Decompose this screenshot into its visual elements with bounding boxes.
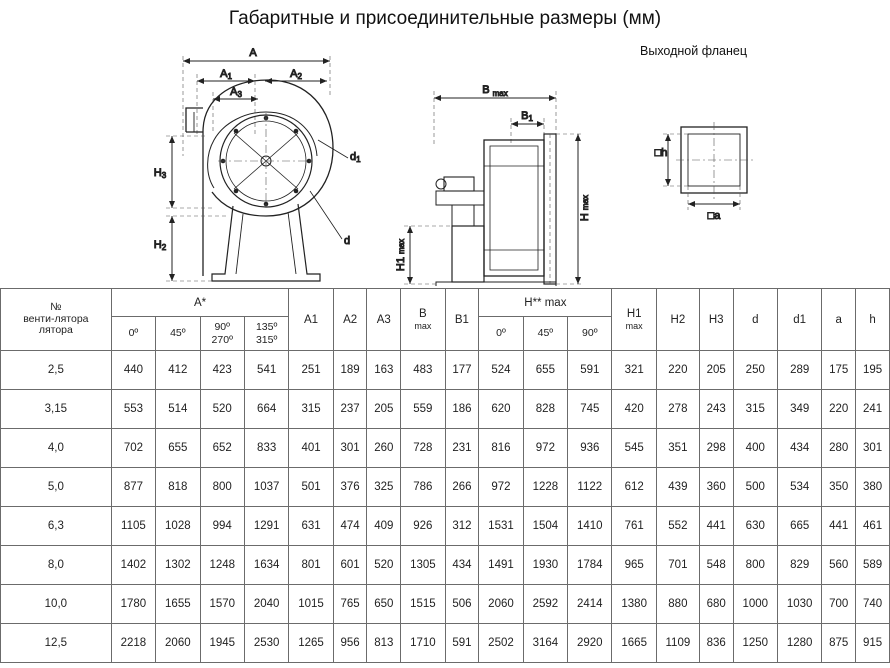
cell-fan-number: 12,5 xyxy=(1,624,112,663)
cell-a2: 474 xyxy=(333,507,367,546)
cell-h3: 360 xyxy=(699,468,733,507)
cell-a0: 440 xyxy=(111,351,155,390)
cell-h45: 1504 xyxy=(523,507,567,546)
cell-h3: 548 xyxy=(699,546,733,585)
svg-text:A1: A1 xyxy=(220,68,232,81)
cell-a135: 541 xyxy=(244,351,288,390)
cell-a3: 520 xyxy=(367,546,401,585)
header-h-90: 90º xyxy=(568,317,612,351)
cell-h: 740 xyxy=(856,585,890,624)
cell-a2: 189 xyxy=(333,351,367,390)
cell-b1: 312 xyxy=(445,507,479,546)
flange-caption: Выходной фланец xyxy=(640,44,747,58)
cell-bmax: 1515 xyxy=(401,585,445,624)
cell-h90: 591 xyxy=(568,351,612,390)
cell-a45: 2060 xyxy=(156,624,200,663)
cell-a45: 514 xyxy=(156,390,200,429)
header-b1: B1 xyxy=(445,289,479,351)
header-a1: A1 xyxy=(289,289,333,351)
cell-a1: 1015 xyxy=(289,585,333,624)
cell-h90: 1410 xyxy=(568,507,612,546)
cell-fan-number: 2,5 xyxy=(1,351,112,390)
header-fan-number: № венти-лятора лятора xyxy=(1,289,112,351)
header-h: h xyxy=(856,289,890,351)
cell-a135: 833 xyxy=(244,429,288,468)
cell-h3: 836 xyxy=(699,624,733,663)
cell-a3: 409 xyxy=(367,507,401,546)
cell-h1max: 965 xyxy=(612,546,656,585)
cell-a1: 501 xyxy=(289,468,333,507)
cell-a2: 601 xyxy=(333,546,367,585)
header-a-90-270: 90º 270º xyxy=(200,317,244,351)
cell-h90: 2414 xyxy=(568,585,612,624)
header-h-0: 0º xyxy=(479,317,523,351)
header-a-45: 45º xyxy=(156,317,200,351)
cell-a1: 251 xyxy=(289,351,333,390)
header-h-45: 45º xyxy=(523,317,567,351)
cell-fan-number: 6,3 xyxy=(1,507,112,546)
header-b-max: B max xyxy=(401,289,445,351)
cell-fan-number: 5,0 xyxy=(1,468,112,507)
cell-a90: 1248 xyxy=(200,546,244,585)
cell-bmax: 1305 xyxy=(401,546,445,585)
svg-text:B1: B1 xyxy=(521,110,533,123)
cell-d1: 1280 xyxy=(777,624,821,663)
cell-a1: 801 xyxy=(289,546,333,585)
table-row xyxy=(1,546,890,585)
cell-a: 350 xyxy=(822,468,856,507)
cell-h2: 1109 xyxy=(656,624,699,663)
cell-h: 241 xyxy=(856,390,890,429)
table-row xyxy=(1,624,890,663)
cell-h2: 552 xyxy=(656,507,699,546)
cell-a: 700 xyxy=(822,585,856,624)
cell-a2: 956 xyxy=(333,624,367,663)
svg-text:B max: B $_{max}$ xyxy=(482,84,508,98)
cell-h0: 524 xyxy=(479,351,523,390)
svg-text:d: d xyxy=(344,235,351,247)
cell-a3: 163 xyxy=(367,351,401,390)
cell-h2: 439 xyxy=(656,468,699,507)
cell-fan-number: 4,0 xyxy=(1,429,112,468)
cell-d1: 1030 xyxy=(777,585,821,624)
cell-h2: 220 xyxy=(656,351,699,390)
svg-text:A2: A2 xyxy=(290,68,302,81)
cell-fan-number: 3,15 xyxy=(1,390,112,429)
technical-drawing xyxy=(0,36,890,286)
cell-h: 195 xyxy=(856,351,890,390)
cell-a1: 1265 xyxy=(289,624,333,663)
cell-a3: 260 xyxy=(367,429,401,468)
header-h1-max: H1 max xyxy=(612,289,656,351)
cell-h0: 1531 xyxy=(479,507,523,546)
cell-h2: 701 xyxy=(656,546,699,585)
cell-b1: 266 xyxy=(445,468,479,507)
header-h2: H2 xyxy=(656,289,699,351)
cell-h1max: 761 xyxy=(612,507,656,546)
cell-a90: 994 xyxy=(200,507,244,546)
cell-a2: 765 xyxy=(333,585,367,624)
cell-a: 220 xyxy=(822,390,856,429)
cell-d: 1250 xyxy=(733,624,777,663)
cell-a0: 1105 xyxy=(111,507,155,546)
svg-text:H max: H max xyxy=(579,194,591,222)
header-h3: H3 xyxy=(699,289,733,351)
cell-a3: 813 xyxy=(367,624,401,663)
cell-d: 315 xyxy=(733,390,777,429)
table-row xyxy=(1,507,890,546)
cell-h2: 880 xyxy=(656,585,699,624)
table-body xyxy=(1,351,890,663)
cell-bmax: 1710 xyxy=(401,624,445,663)
table-row xyxy=(1,429,890,468)
cell-h: 589 xyxy=(856,546,890,585)
cell-d: 250 xyxy=(733,351,777,390)
cell-a: 175 xyxy=(822,351,856,390)
cell-a135: 2530 xyxy=(244,624,288,663)
cell-h3: 243 xyxy=(699,390,733,429)
cell-a135: 1634 xyxy=(244,546,288,585)
svg-text:H1 max: H1 max xyxy=(395,238,407,272)
cell-h1max: 612 xyxy=(612,468,656,507)
header-a-135-315: 135º 315º xyxy=(244,317,288,351)
svg-text:d1: d1 xyxy=(350,151,361,164)
cell-h0: 620 xyxy=(479,390,523,429)
header-h-max: H** max xyxy=(479,289,612,317)
cell-a0: 553 xyxy=(111,390,155,429)
cell-a90: 520 xyxy=(200,390,244,429)
cell-d: 400 xyxy=(733,429,777,468)
page-title: Габаритные и присоединительные размеры (мм) xyxy=(228,8,662,29)
svg-text:□a: □a xyxy=(707,210,721,222)
cell-h1max: 420 xyxy=(612,390,656,429)
cell-h90: 1122 xyxy=(568,468,612,507)
dimensions-table xyxy=(0,288,890,663)
cell-a135: 1291 xyxy=(244,507,288,546)
cell-a135: 664 xyxy=(244,390,288,429)
cell-h3: 298 xyxy=(699,429,733,468)
cell-a2: 301 xyxy=(333,429,367,468)
cell-h: 915 xyxy=(856,624,890,663)
cell-a90: 1570 xyxy=(200,585,244,624)
cell-a45: 655 xyxy=(156,429,200,468)
cell-b1: 231 xyxy=(445,429,479,468)
cell-a45: 1655 xyxy=(156,585,200,624)
cell-a0: 2218 xyxy=(111,624,155,663)
table-row xyxy=(1,585,890,624)
cell-h3: 205 xyxy=(699,351,733,390)
cell-h45: 2592 xyxy=(523,585,567,624)
cell-a: 560 xyxy=(822,546,856,585)
table-header-row-1 xyxy=(1,289,890,317)
cell-a90: 423 xyxy=(200,351,244,390)
cell-b1: 186 xyxy=(445,390,479,429)
svg-text:H2: H2 xyxy=(153,239,167,252)
cell-d: 500 xyxy=(733,468,777,507)
cell-h90: 1784 xyxy=(568,546,612,585)
cell-bmax: 559 xyxy=(401,390,445,429)
cell-h3: 680 xyxy=(699,585,733,624)
cell-a1: 631 xyxy=(289,507,333,546)
svg-text:A: A xyxy=(249,47,257,59)
cell-bmax: 926 xyxy=(401,507,445,546)
cell-fan-number: 10,0 xyxy=(1,585,112,624)
cell-h2: 351 xyxy=(656,429,699,468)
cell-a0: 1780 xyxy=(111,585,155,624)
cell-h0: 2060 xyxy=(479,585,523,624)
header-a3: A3 xyxy=(367,289,401,351)
cell-h3: 441 xyxy=(699,507,733,546)
cell-a: 280 xyxy=(822,429,856,468)
table-row xyxy=(1,351,890,390)
cell-h0: 2502 xyxy=(479,624,523,663)
cell-h90: 936 xyxy=(568,429,612,468)
header-a2: A2 xyxy=(333,289,367,351)
cell-a45: 818 xyxy=(156,468,200,507)
cell-d: 800 xyxy=(733,546,777,585)
cell-d: 630 xyxy=(733,507,777,546)
cell-d1: 349 xyxy=(777,390,821,429)
header-a-star: A* xyxy=(111,289,289,317)
cell-bmax: 483 xyxy=(401,351,445,390)
cell-d1: 289 xyxy=(777,351,821,390)
cell-a45: 1302 xyxy=(156,546,200,585)
cell-d1: 829 xyxy=(777,546,821,585)
cell-d1: 434 xyxy=(777,429,821,468)
cell-h45: 3164 xyxy=(523,624,567,663)
cell-h2: 278 xyxy=(656,390,699,429)
cell-a0: 877 xyxy=(111,468,155,507)
cell-a135: 2040 xyxy=(244,585,288,624)
cell-h1max: 1380 xyxy=(612,585,656,624)
cell-h45: 828 xyxy=(523,390,567,429)
cell-h0: 1491 xyxy=(479,546,523,585)
cell-a90: 652 xyxy=(200,429,244,468)
cell-d1: 534 xyxy=(777,468,821,507)
cell-a2: 237 xyxy=(333,390,367,429)
cell-b1: 506 xyxy=(445,585,479,624)
table-row xyxy=(1,468,890,507)
cell-a135: 1037 xyxy=(244,468,288,507)
cell-fan-number: 8,0 xyxy=(1,546,112,585)
cell-h: 301 xyxy=(856,429,890,468)
cell-a3: 205 xyxy=(367,390,401,429)
header-d1: d1 xyxy=(777,289,821,351)
cell-a3: 650 xyxy=(367,585,401,624)
cell-bmax: 786 xyxy=(401,468,445,507)
cell-h45: 1930 xyxy=(523,546,567,585)
cell-a3: 325 xyxy=(367,468,401,507)
cell-h45: 1228 xyxy=(523,468,567,507)
cell-h1max: 1665 xyxy=(612,624,656,663)
cell-a: 875 xyxy=(822,624,856,663)
cell-bmax: 728 xyxy=(401,429,445,468)
cell-a90: 800 xyxy=(200,468,244,507)
cell-a0: 702 xyxy=(111,429,155,468)
cell-b1: 434 xyxy=(445,546,479,585)
svg-text:□h: □h xyxy=(654,147,668,159)
svg-text:H3: H3 xyxy=(153,167,167,180)
cell-h90: 2920 xyxy=(568,624,612,663)
cell-a1: 401 xyxy=(289,429,333,468)
cell-d: 1000 xyxy=(733,585,777,624)
cell-h1max: 545 xyxy=(612,429,656,468)
cell-h45: 655 xyxy=(523,351,567,390)
cell-a45: 1028 xyxy=(156,507,200,546)
cell-h0: 816 xyxy=(479,429,523,468)
cell-a1: 315 xyxy=(289,390,333,429)
cell-a: 441 xyxy=(822,507,856,546)
svg-text:A3: A3 xyxy=(230,86,242,99)
cell-a45: 412 xyxy=(156,351,200,390)
cell-h0: 972 xyxy=(479,468,523,507)
cell-h1max: 321 xyxy=(612,351,656,390)
cell-h90: 745 xyxy=(568,390,612,429)
cell-b1: 177 xyxy=(445,351,479,390)
header-d: d xyxy=(733,289,777,351)
header-a-0: 0º xyxy=(111,317,155,351)
cell-d1: 665 xyxy=(777,507,821,546)
cell-h: 461 xyxy=(856,507,890,546)
cell-a0: 1402 xyxy=(111,546,155,585)
cell-a90: 1945 xyxy=(200,624,244,663)
cell-h: 380 xyxy=(856,468,890,507)
header-a: a xyxy=(822,289,856,351)
table-row xyxy=(1,390,890,429)
cell-b1: 591 xyxy=(445,624,479,663)
cell-h45: 972 xyxy=(523,429,567,468)
cell-a2: 376 xyxy=(333,468,367,507)
